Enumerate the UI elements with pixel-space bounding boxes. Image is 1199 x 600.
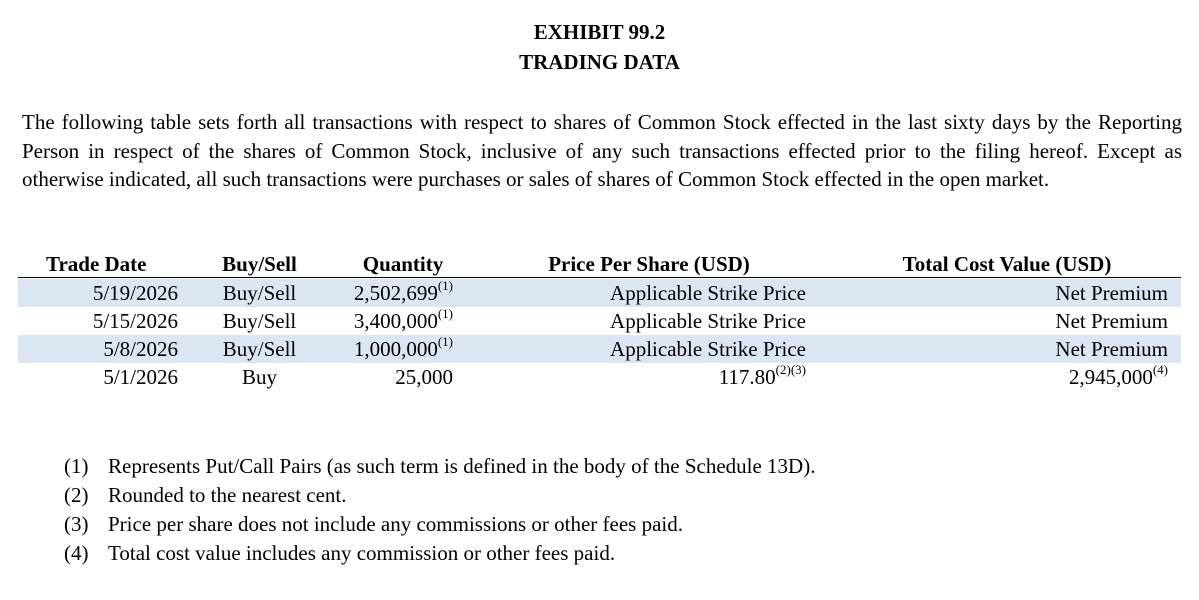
price-value: Applicable Strike Price [610, 281, 806, 305]
quantity-cell [331, 335, 453, 363]
trade-date-cell: 5/8/2026 [103, 337, 178, 361]
footnote-text: Total cost value includes any commission or other fees paid. [108, 541, 616, 565]
buy-sell-cell: Buy [241, 365, 277, 389]
quantity-value: 1,000,000 [353, 337, 438, 361]
footnote-item [64, 539, 615, 568]
price-value: Applicable Strike Price [610, 337, 806, 361]
header-quantity: Quantity [362, 252, 444, 276]
exhibit-subtitle: TRADING DATA [519, 50, 680, 74]
footnote-text: Price per share does not include any commissions or other fees paid. [108, 512, 684, 536]
footnote-ref: (1) [437, 334, 453, 349]
total-cell [846, 335, 1168, 363]
header-trade-date: Trade Date [46, 252, 147, 276]
total-value: Net Premium [1055, 309, 1168, 333]
footnote-item [64, 452, 815, 481]
price-cell [493, 307, 806, 335]
price-value: 117.80 [718, 365, 776, 389]
total-value: 2,945,000 [1068, 365, 1153, 389]
buy-sell-cell: Buy/Sell [222, 281, 297, 305]
footnote-text: Represents Put/Call Pairs (as such term is defined in the body of the Schedule 13D). [108, 454, 816, 478]
footnote-item [64, 510, 683, 539]
footnote-ref: (4) [1152, 362, 1168, 377]
buy-sell-cell: Buy/Sell [222, 309, 297, 333]
footnote-item [64, 481, 347, 510]
table-row [18, 279, 1181, 307]
quantity-value: 3,400,000 [353, 309, 438, 333]
total-cell [846, 279, 1168, 307]
footnote-number: (1) [64, 454, 89, 478]
header-buy-sell: Buy/Sell [222, 252, 297, 276]
total-value: Net Premium [1055, 337, 1168, 361]
total-cell [846, 307, 1168, 335]
intro-paragraph: The following table sets forth all transactions with respect to shares of Common Stock effected in the last sixty days by the Reporting Person in respect of the shares of Common Stock, inclusive of any such transactions effected prior to the filing hereof. Except as otherwise indicated, all such transactions were purchases or sales of shares of Common Stock effected in the open market. [22, 110, 1182, 191]
quantity-value: 25,000 [395, 365, 453, 389]
table-row [18, 307, 1181, 335]
footnote-ref: (1) [437, 306, 453, 321]
footnote-number: (4) [64, 541, 89, 565]
quantity-cell [331, 307, 453, 335]
buy-sell-cell: Buy/Sell [222, 337, 297, 361]
footnote-text: Rounded to the nearest cent. [108, 483, 347, 507]
trade-date-cell: 5/19/2026 [92, 281, 178, 305]
price-cell [493, 335, 806, 363]
table-row [18, 363, 1181, 391]
footnote-ref: (1) [437, 278, 453, 293]
footnote-number: (3) [64, 512, 89, 536]
total-value: Net Premium [1055, 281, 1168, 305]
quantity-cell [331, 279, 453, 307]
price-cell [493, 279, 806, 307]
footnote-ref: (2)(3) [775, 362, 806, 377]
total-cell [846, 363, 1168, 391]
quantity-cell [331, 363, 453, 391]
trade-date-cell: 5/15/2026 [92, 309, 178, 333]
header-price-per-share: Price Per Share (USD) [548, 252, 750, 276]
table-header-row [18, 250, 1181, 278]
trading-table [18, 250, 1181, 392]
quantity-value: 2,502,699 [353, 281, 438, 305]
price-cell [493, 363, 806, 391]
trade-date-cell: 5/1/2026 [103, 365, 178, 389]
header-total-cost-value: Total Cost Value (USD) [902, 252, 1112, 276]
exhibit-title: EXHIBIT 99.2 [533, 20, 666, 44]
footnote-number: (2) [64, 483, 89, 507]
price-value: Applicable Strike Price [610, 309, 806, 333]
table-row [18, 335, 1181, 363]
